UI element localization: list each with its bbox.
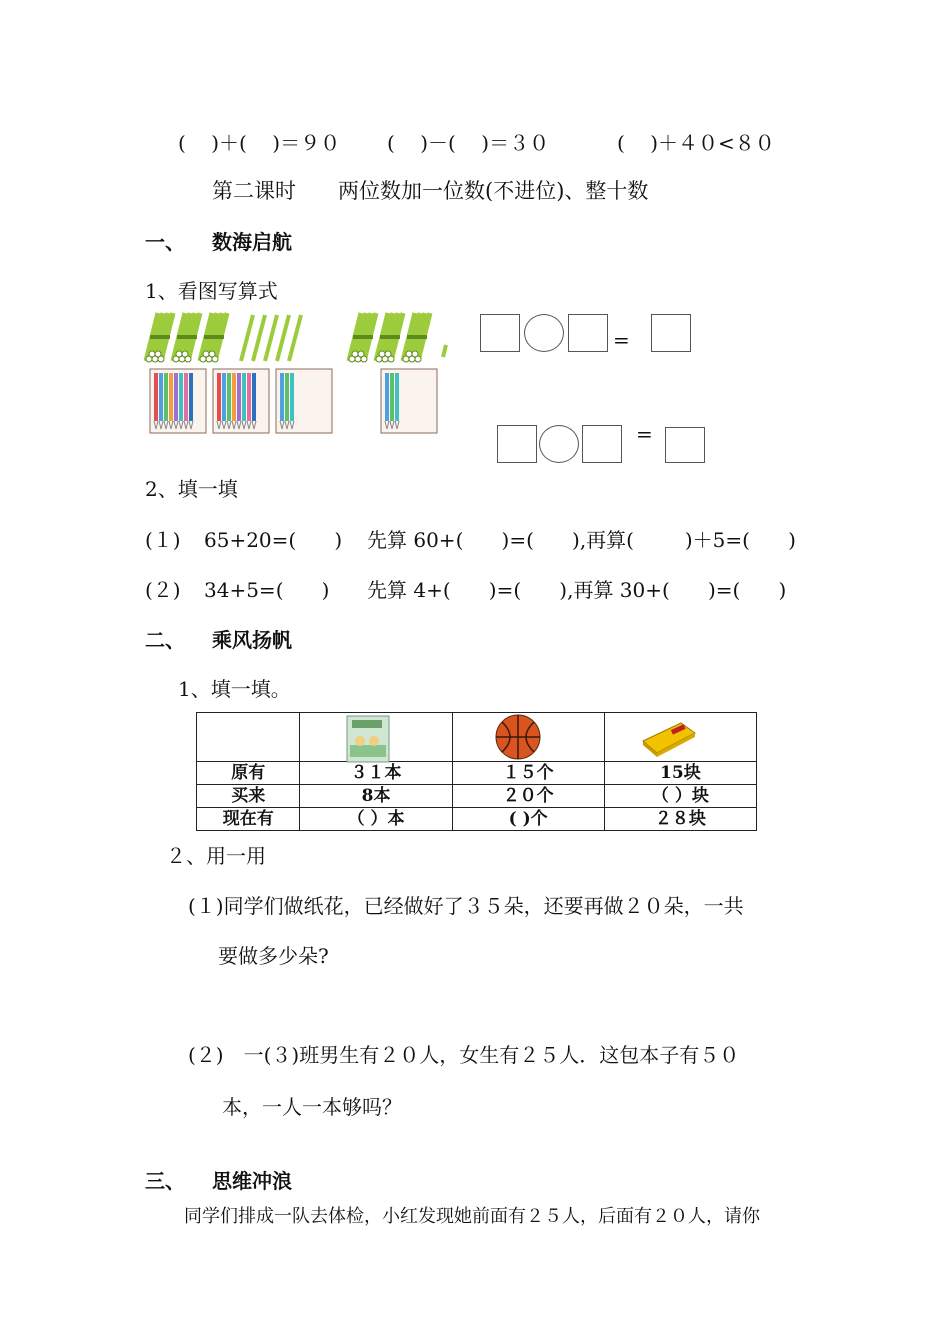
book-icon <box>346 715 390 763</box>
fill-row-2-num: (２) <box>145 578 181 602</box>
row-label-original: 原有 <box>197 762 300 785</box>
equals-sign: = <box>636 422 653 446</box>
book-image-cell <box>300 713 452 762</box>
cell-eraser-now: ２８块 <box>604 808 756 831</box>
cell-book-now[interactable]: （ ）本 <box>300 808 452 831</box>
cell-ball-original: １５个 <box>452 762 604 785</box>
problem-1-line-2: 要做多少朵? <box>218 944 329 968</box>
fill-row-2-steps: 先算 4+( )=( ),再算 30+( )=( ) <box>367 578 787 602</box>
fill-row-2-expr: 34+5=( ) <box>204 578 330 602</box>
answer-box[interactable] <box>582 425 622 463</box>
lesson-title: 第二课时 两位数加一位数(不进位)、整十数 <box>212 179 649 203</box>
section3-number: 三、 <box>145 1169 185 1193</box>
section2-q1-label: 1、填一填。 <box>178 677 291 701</box>
section2-number: 二、 <box>145 628 185 652</box>
top-equation-1: ( )＋( )＝９０ <box>178 131 341 155</box>
problem-2-line-1: (２) 一(３)班男生有２０人，女生有２５人．这包本子有５０ <box>188 1043 740 1067</box>
answer-box[interactable] <box>480 314 520 352</box>
problem-1-line-1: (１)同学们做纸花，已经做好了３５朵，还要再做２０朵，一共 <box>188 894 744 918</box>
cell-ball-now[interactable]: ( )个 <box>452 808 604 831</box>
eraser-image-cell <box>604 713 756 762</box>
answer-box[interactable] <box>568 314 608 352</box>
operator-circle[interactable] <box>539 425 579 463</box>
question-2-label: 2、填一填 <box>145 477 238 501</box>
cell-eraser-bought[interactable]: （ ）块 <box>604 785 756 808</box>
top-equation-3: ( )＋４０<８０ <box>617 131 775 155</box>
section3-text: 同学们排成一队去体检，小红发现她前面有２５人，后面有２０人，请你 <box>184 1206 760 1227</box>
equals-sign: = <box>613 328 630 352</box>
top-equation-2: ( )－( )＝３０ <box>387 131 550 155</box>
answer-box[interactable] <box>497 425 537 463</box>
problem-2-line-2: 本，一人一本够吗？ <box>222 1095 402 1119</box>
basketball-icon <box>494 714 542 760</box>
question-1-label: 1、看图写算式 <box>145 279 278 303</box>
eraser-icon <box>641 719 697 759</box>
fill-row-1-expr: 65+20=( ) <box>204 528 343 552</box>
operator-circle[interactable] <box>524 314 564 352</box>
answer-box[interactable] <box>651 314 691 352</box>
items-table <box>196 712 757 831</box>
section2-title: 乘风扬帆 <box>212 628 292 652</box>
row-label-now: 现在有 <box>197 808 300 831</box>
sticks-illustration <box>143 311 453 436</box>
answer-box[interactable] <box>665 427 705 463</box>
cell-book-original: ３１本 <box>300 762 452 785</box>
section3-title: 思维冲浪 <box>212 1169 292 1193</box>
row-label-bought: 买来 <box>197 785 300 808</box>
section1-title: 数海启航 <box>212 230 292 254</box>
section2-q2-label: ２、用一用 <box>166 844 266 868</box>
ball-image-cell <box>452 713 604 762</box>
fill-row-1-steps: 先算 60+( )=( ),再算( )＋5=( ) <box>367 528 796 552</box>
cell-book-bought: 8本 <box>300 785 452 808</box>
table-corner <box>197 713 300 762</box>
cell-eraser-original: 15块 <box>604 762 756 785</box>
cell-ball-bought: ２０个 <box>452 785 604 808</box>
fill-row-1-num: (１) <box>145 528 181 552</box>
section1-number: 一、 <box>145 230 185 254</box>
